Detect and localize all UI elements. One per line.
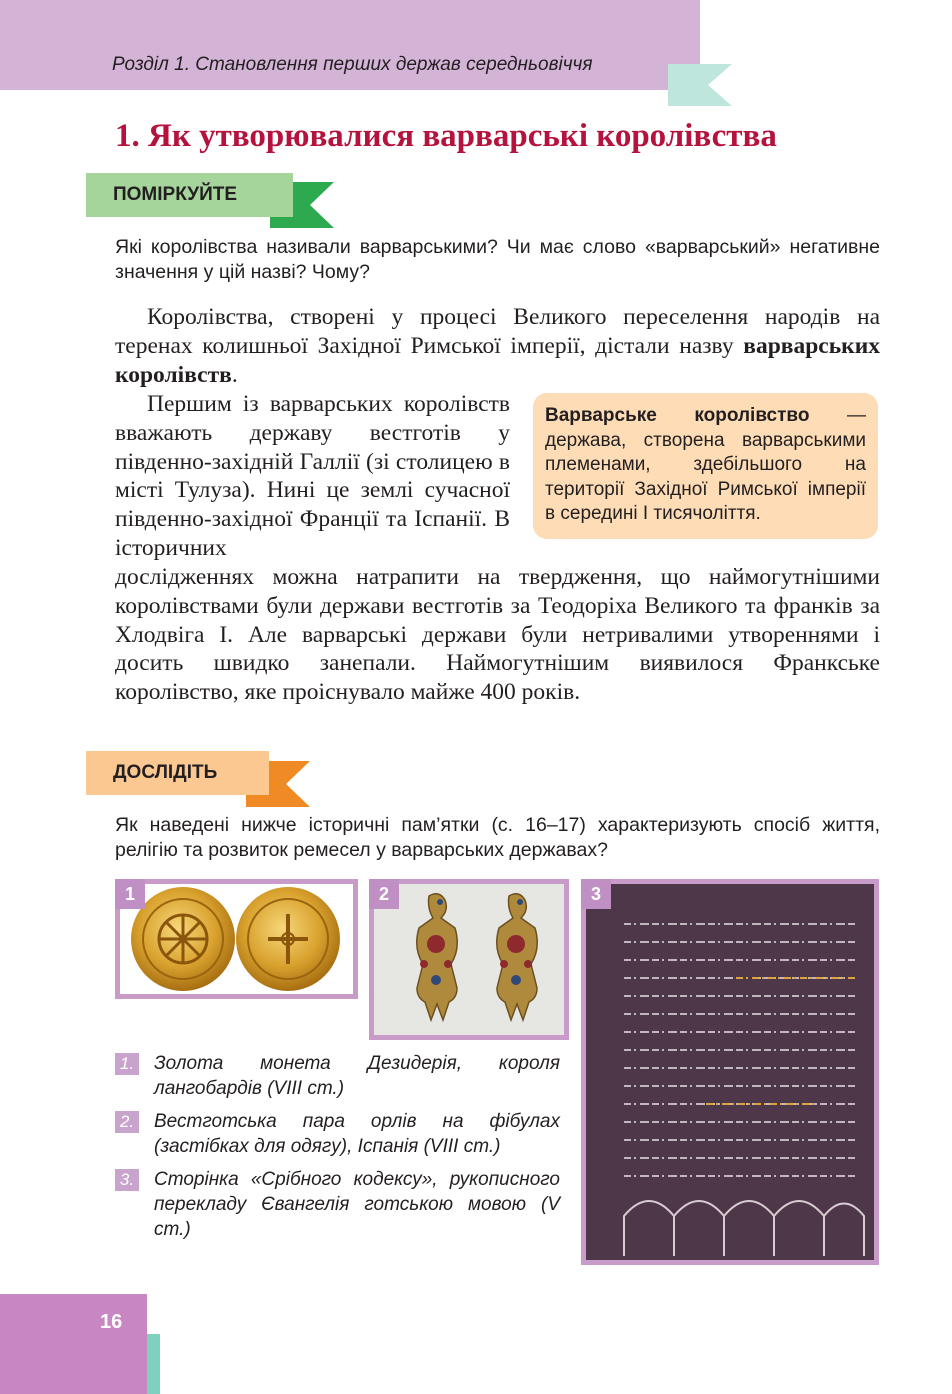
think-question: Які королівства називали варварськими? Чи має слово «варварський» негативне значення у цій назві? Чому? xyxy=(115,236,880,283)
image-captions xyxy=(115,1051,560,1250)
caption-3-number: 3. xyxy=(115,1169,139,1191)
definition-text: — держава, створена варварськими племенами, здебільшого на території Західної Римської імперії в середині І тисячоліття. xyxy=(545,405,867,524)
footer-band xyxy=(0,1294,147,1394)
header-tab-decoration xyxy=(668,64,732,106)
caption-1 xyxy=(115,1051,560,1101)
caption-3-text: Сторінка «Срібного кодексу», рукописного перекладу Євангелія готською мовою (V ст.) xyxy=(154,1169,560,1240)
explore-question: Як наведені нижче історичні пам’ятки (с. 16–17) характеризують спосіб життя, релігію та розвиток ремесел у варварських державах? xyxy=(115,814,880,861)
page-title: 1. Як утворювалися варварські королівства xyxy=(115,118,777,154)
paragraph-1-end: . xyxy=(231,361,238,388)
image-number-1: 1 xyxy=(115,879,145,909)
image-number-2: 2 xyxy=(369,879,399,909)
explore-label: ДОСЛІДІТЬ xyxy=(86,751,269,795)
chapter-title: Розділ 1. Становлення перших держав середньовіччя xyxy=(112,54,593,75)
chapter-header-band xyxy=(0,0,700,90)
paragraph-2-end: дослідженнях можна натрапити на твердження, що наймогутнішими королівствами були держави вестготів за Теодоріха Великого та франків за Хлодвіга І. Але варварські держави були нетривалими утвореннями і досить швидко занепали. Наймогутнішим виявилося Франкське королівство, яке проіснувало майже 400 років. xyxy=(115,564,880,706)
caption-3 xyxy=(115,1167,560,1242)
definition-term: Варварське королівство xyxy=(545,405,810,426)
coins-image xyxy=(115,879,358,999)
gold-coins-illustration xyxy=(120,884,353,994)
caption-1-text: Золота монета Дезидерія, короля лангобардів (VIII ст.) xyxy=(154,1053,560,1099)
paragraph-2-start: Першим із варварських королівств вважають державу вестготів у південно-західній Галлії (зі столицею в місті Тулуза). Нині це землі сучасної південно-західної Франції та Іспанії. В історичних xyxy=(115,391,510,561)
think-label: ПОМІРКУЙТЕ xyxy=(86,173,293,217)
caption-1-number: 1. xyxy=(115,1053,139,1075)
page-number: 16 xyxy=(100,1311,123,1333)
paragraph-1-text: Королівства, створені у процесі Великого переселення народів на теренах колишньої Західної Римської імперії, дістали назву xyxy=(115,304,880,359)
paragraph-1-term: варварських королівств xyxy=(115,332,880,388)
codex-image xyxy=(581,879,879,1265)
codex-page-illustration xyxy=(586,884,874,1260)
eagle-fibulae-illustration xyxy=(374,884,564,1035)
eagles-image xyxy=(369,879,569,1040)
footer-teal-accent xyxy=(147,1334,160,1394)
caption-2 xyxy=(115,1109,560,1159)
caption-2-number: 2. xyxy=(115,1111,139,1133)
image-number-3: 3 xyxy=(581,879,611,909)
caption-2-text: Вестготська пара орлів на фібулах (застібках для одягу), Іспанія (VIII ст.) xyxy=(154,1111,560,1157)
definition-box xyxy=(533,393,878,539)
paragraph-1 xyxy=(115,303,880,389)
